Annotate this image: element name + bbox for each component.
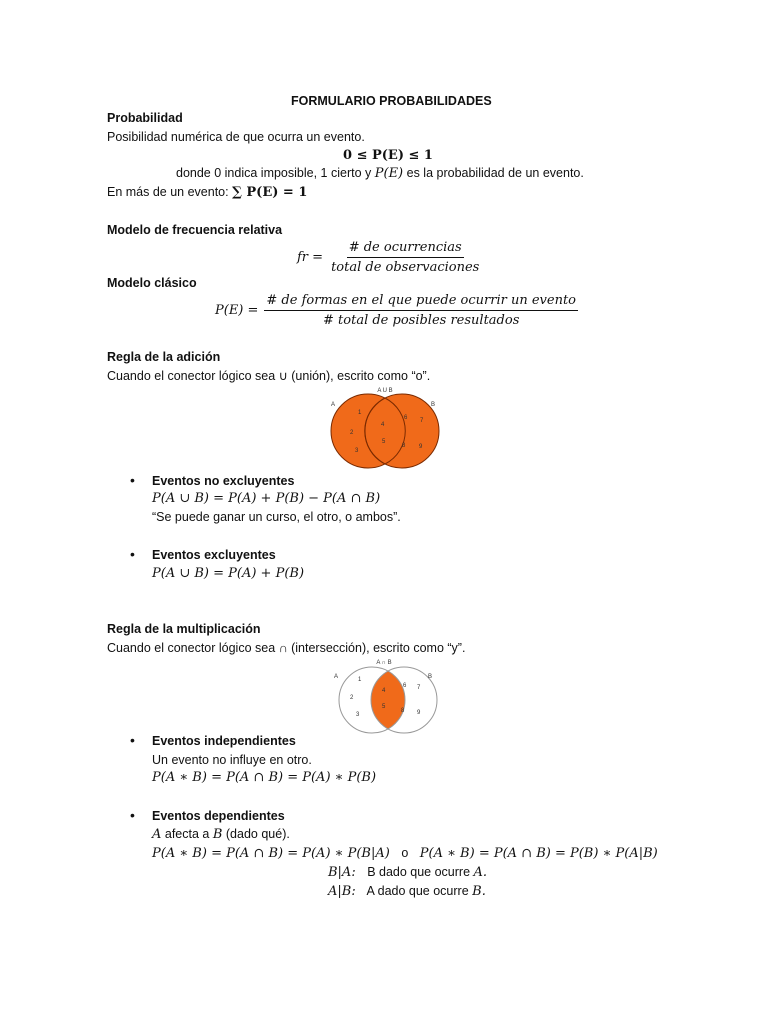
venn-union-a2: 2	[350, 430, 354, 436]
clasico-lhs: P(E) =	[215, 303, 259, 318]
condition-b-given-a	[328, 866, 487, 879]
probabilidad-heading: Probabilidad	[107, 111, 183, 125]
venn-intersection-ab5: 5	[382, 704, 386, 710]
adicion-description: Cuando el conector lógico sea ∪ (unión), escrito como “o”.	[107, 369, 431, 383]
probabilidad-note	[176, 167, 584, 180]
multiplicacion-description: Cuando el conector lógico sea ∩ (intersección), escrito como “y”.	[107, 641, 466, 655]
venn-union-b9: 9	[419, 444, 423, 450]
dependientes-label: Eventos dependientes	[152, 809, 285, 823]
dependientes-formula-line	[152, 847, 658, 860]
venn-union-set-b: B	[431, 402, 436, 408]
dependientes-formula-left: P(A ∗ B) = P(A ∩ B) = P(A) ∗ P(B|A)	[152, 846, 390, 861]
bullet-excluyentes: •	[130, 546, 135, 562]
venn-intersection-b8: 8	[401, 708, 405, 714]
cond1-text: B dado que ocurre	[367, 865, 471, 879]
venn-intersection-diagram	[328, 657, 448, 737]
range-formula: 0 ≤ P(E) ≤ 1	[343, 148, 433, 163]
dependientes-connector: o	[401, 846, 409, 860]
clasico-denominator: # total de posibles resultados	[323, 313, 520, 328]
page-title: FORMULARIO PROBABILIDADES	[291, 94, 492, 108]
note-prefix: donde 0 indica imposible, 1 cierto y	[176, 166, 372, 180]
no-excluyentes-label: Eventos no excluyentes	[152, 474, 295, 488]
multiplicacion-heading: Regla de la multiplicación	[107, 622, 261, 636]
dependientes-symbol-a: A	[152, 827, 162, 842]
note-suffix: es la probabilidad de un evento.	[406, 166, 584, 180]
no-excluyentes-formula: P(A ∪ B) = P(A) + P(B) − P(A ∩ B)	[152, 491, 381, 506]
dependientes-symbol-b: B	[212, 827, 223, 842]
venn-union-a3: 3	[355, 448, 359, 454]
clasico-formula	[215, 293, 578, 328]
sum-line	[107, 186, 307, 199]
venn-intersection-a3: 3	[356, 712, 360, 718]
condition-a-given-b	[328, 885, 486, 898]
venn-intersection-b7: 7	[417, 685, 421, 691]
cond1-var: A.	[473, 865, 488, 880]
frecuencia-lhs: fr =	[297, 250, 324, 265]
bullet-no-excluyentes: •	[130, 472, 135, 488]
independientes-label: Eventos independientes	[152, 734, 296, 748]
clasico-numerator: # de formas en el que puede ocurrir un evento	[264, 293, 578, 311]
sum-prefix: En más de un evento:	[107, 185, 229, 199]
venn-intersection-top-label: A ∩ B	[376, 660, 392, 666]
frecuencia-denominator: total de observaciones	[331, 260, 480, 275]
clasico-heading: Modelo clásico	[107, 276, 197, 290]
venn-union-ab4: 4	[381, 422, 385, 428]
dependientes-desc-suffix: (dado qué).	[225, 827, 290, 841]
sum-formula: ∑ P(E) = 1	[232, 185, 308, 200]
excluyentes-formula: P(A ∪ B) = P(A) + P(B)	[152, 566, 305, 581]
venn-union-b8: 8	[402, 443, 406, 449]
venn-intersection-a1: 1	[358, 677, 362, 683]
venn-union-top-label: A U B	[377, 388, 393, 394]
cond1-symbol: B|A:	[328, 865, 356, 880]
dependientes-description	[152, 828, 290, 841]
venn-union-circle-b	[365, 394, 439, 468]
bullet-dependientes: •	[130, 807, 135, 823]
probabilidad-definition: Posibilidad numérica de que ocurra un evento.	[107, 130, 365, 144]
venn-intersection-ab4: 4	[382, 688, 386, 694]
dependientes-formula-right: P(A ∗ B) = P(A ∩ B) = P(B) ∗ P(A|B)	[419, 846, 658, 861]
venn-intersection-set-a: A	[334, 674, 339, 680]
venn-union-b6: 6	[404, 415, 408, 421]
frecuencia-numerator: # de ocurrencias	[347, 240, 464, 258]
frecuencia-formula	[297, 240, 481, 275]
venn-union-b7: 7	[420, 418, 424, 424]
cond2-symbol: A|B:	[328, 884, 356, 899]
venn-intersection-b6: 6	[403, 683, 407, 689]
venn-union-ab5: 5	[382, 439, 386, 445]
venn-intersection-set-b: B	[428, 674, 433, 680]
no-excluyentes-quote: “Se puede ganar un curso, el otro, o ambos”.	[152, 510, 401, 524]
independientes-description: Un evento no influye en otro.	[152, 753, 312, 767]
venn-union-diagram	[325, 384, 445, 470]
cond2-var: B.	[472, 884, 486, 899]
adicion-heading: Regla de la adición	[107, 350, 221, 364]
frecuencia-heading: Modelo de frecuencia relativa	[107, 223, 283, 237]
venn-intersection-b9: 9	[417, 710, 421, 716]
cond2-text: A dado que ocurre	[366, 884, 469, 898]
venn-union-set-a: A	[331, 402, 336, 408]
dependientes-desc-text: afecta a	[164, 827, 210, 841]
independientes-formula: P(A ∗ B) = P(A ∩ B) = P(A) ∗ P(B)	[152, 770, 377, 785]
venn-union-a1: 1	[358, 410, 362, 416]
venn-intersection-a2: 2	[350, 695, 354, 701]
excluyentes-label: Eventos excluyentes	[152, 548, 276, 562]
bullet-independientes: •	[130, 732, 135, 748]
note-symbol: P(E)	[374, 166, 404, 181]
